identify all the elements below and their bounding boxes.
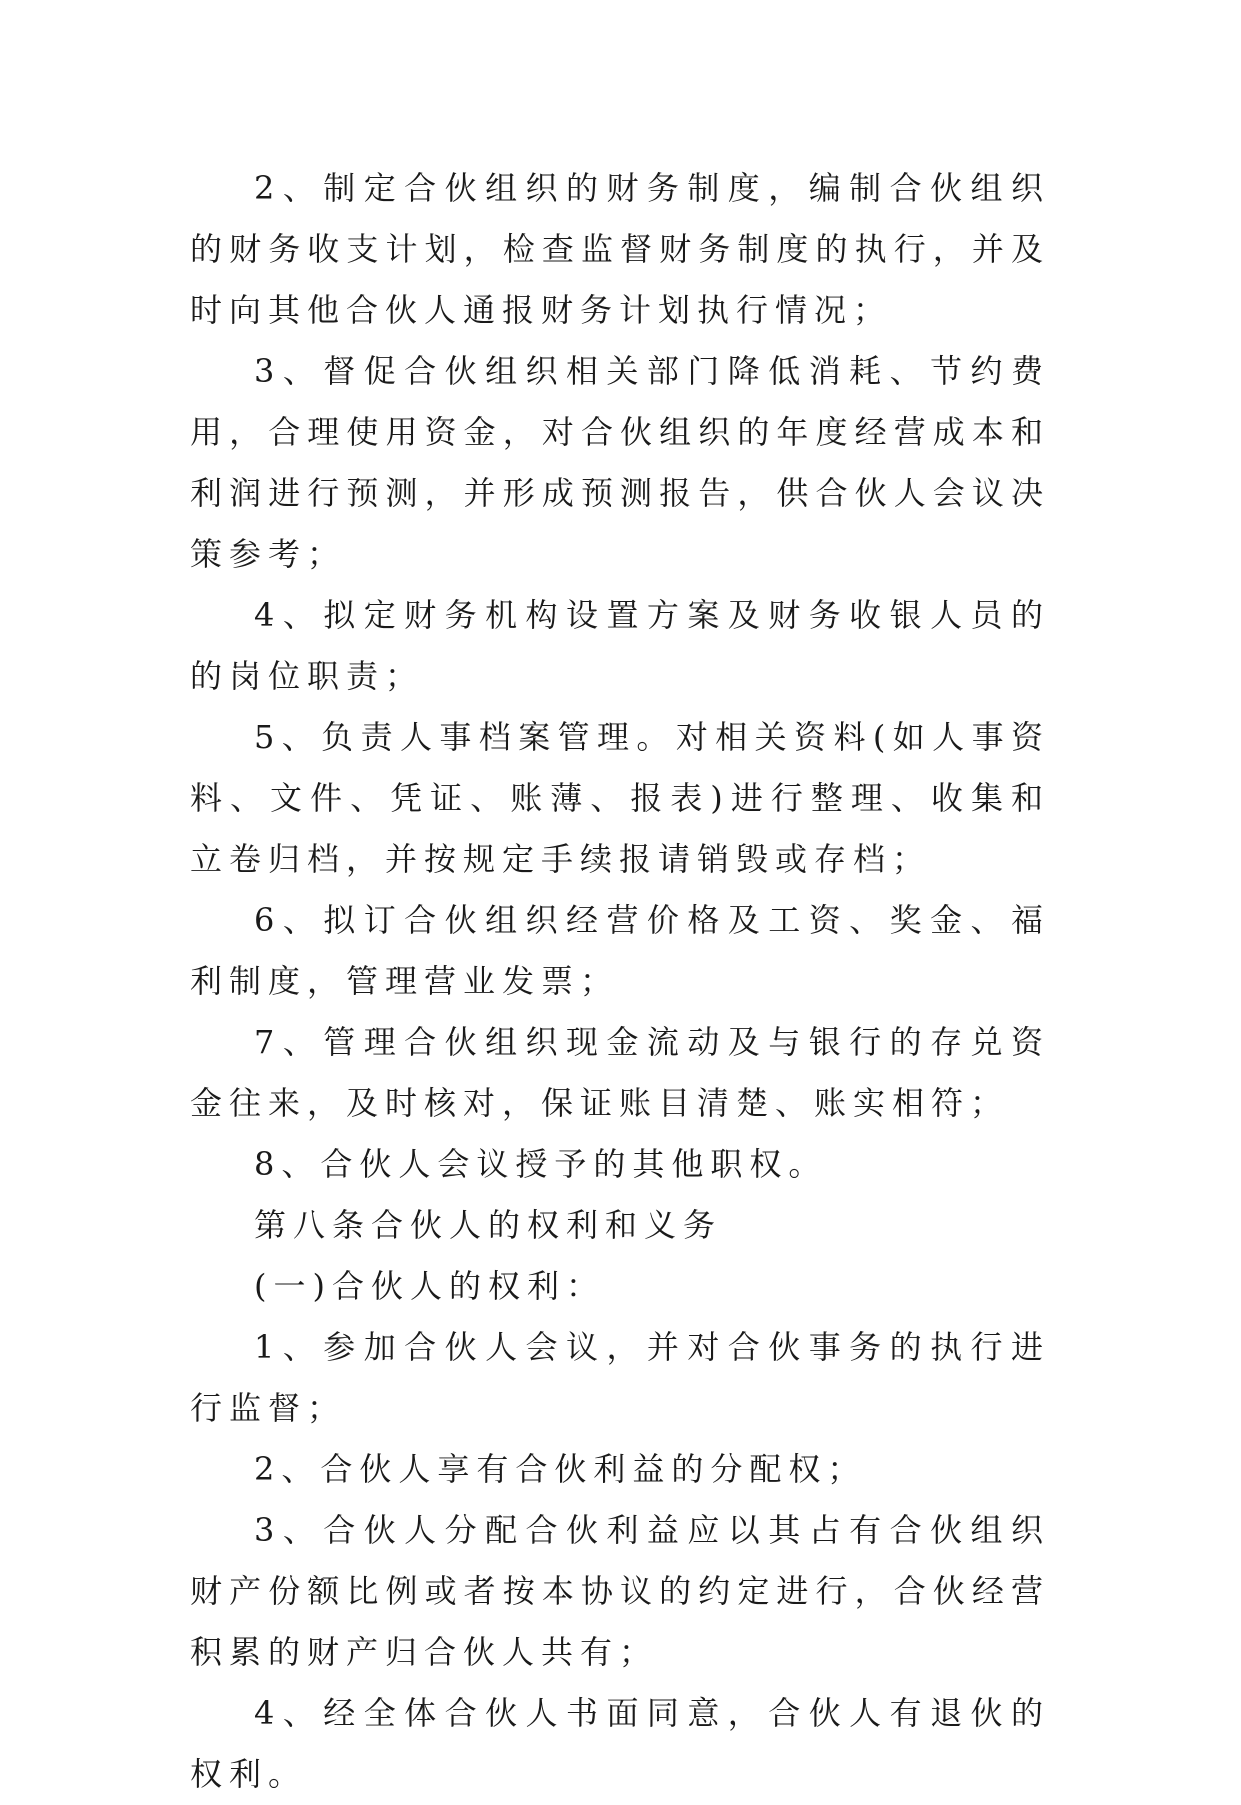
section-rights-heading: (一)合伙人的权利：: [254, 1267, 605, 1305]
right-2-distribution: 2、合伙人享有合伙利益的分配权；: [254, 1450, 867, 1488]
article-8-heading: 第八条合伙人的权利和义务: [254, 1206, 723, 1244]
clause-8-other-powers: 8、合伙人会议授予的其他职权。: [254, 1145, 828, 1183]
clause-2-finance-system: 2、制定合伙组织的财务制度，编制合伙组织的财务收支计划，检查监督财务制度的执行，并及时向其他合伙人通报财务计划执行情况；: [190, 169, 1050, 329]
right-3-profit-share: 3、合伙人分配合伙利益应以其占有合伙组织财产份额比例或者按本协议的约定进行，合伙经营积累的财产归合伙人共有；: [190, 1511, 1050, 1671]
clause-4-finance-structure: 4、拟定财务机构设置方案及财务收银人员的的岗位职责；: [190, 596, 1050, 695]
clause-5-records: 5、负责人事档案管理。对相关资料(如人事资料、文件、凭证、账薄、报表)进行整理、收集和立卷归档，并按规定手续报请销毁或存档；: [190, 718, 1050, 878]
document-body: [190, 158, 1050, 1805]
clause-6-pricing-wages: 6、拟订合伙组织经营价格及工资、奖金、福利制度，管理营业发票；: [190, 901, 1050, 1000]
right-1-meetings: 1、参加合伙人会议，并对合伙事务的执行进行监督；: [190, 1328, 1050, 1427]
clause-3-cost-control: 3、督促合伙组织相关部门降低消耗、节约费用，合理使用资金，对合伙组织的年度经营成本和利润进行预测，并形成预测报告，供合伙人会议决策参考；: [190, 352, 1050, 573]
clause-7-cash-management: 7、管理合伙组织现金流动及与银行的存兑资金往来，及时核对，保证账目清楚、账实相符；: [190, 1023, 1050, 1122]
right-4-withdrawal: 4、经全体合伙人书面同意，合伙人有退伙的权利。: [190, 1694, 1050, 1793]
